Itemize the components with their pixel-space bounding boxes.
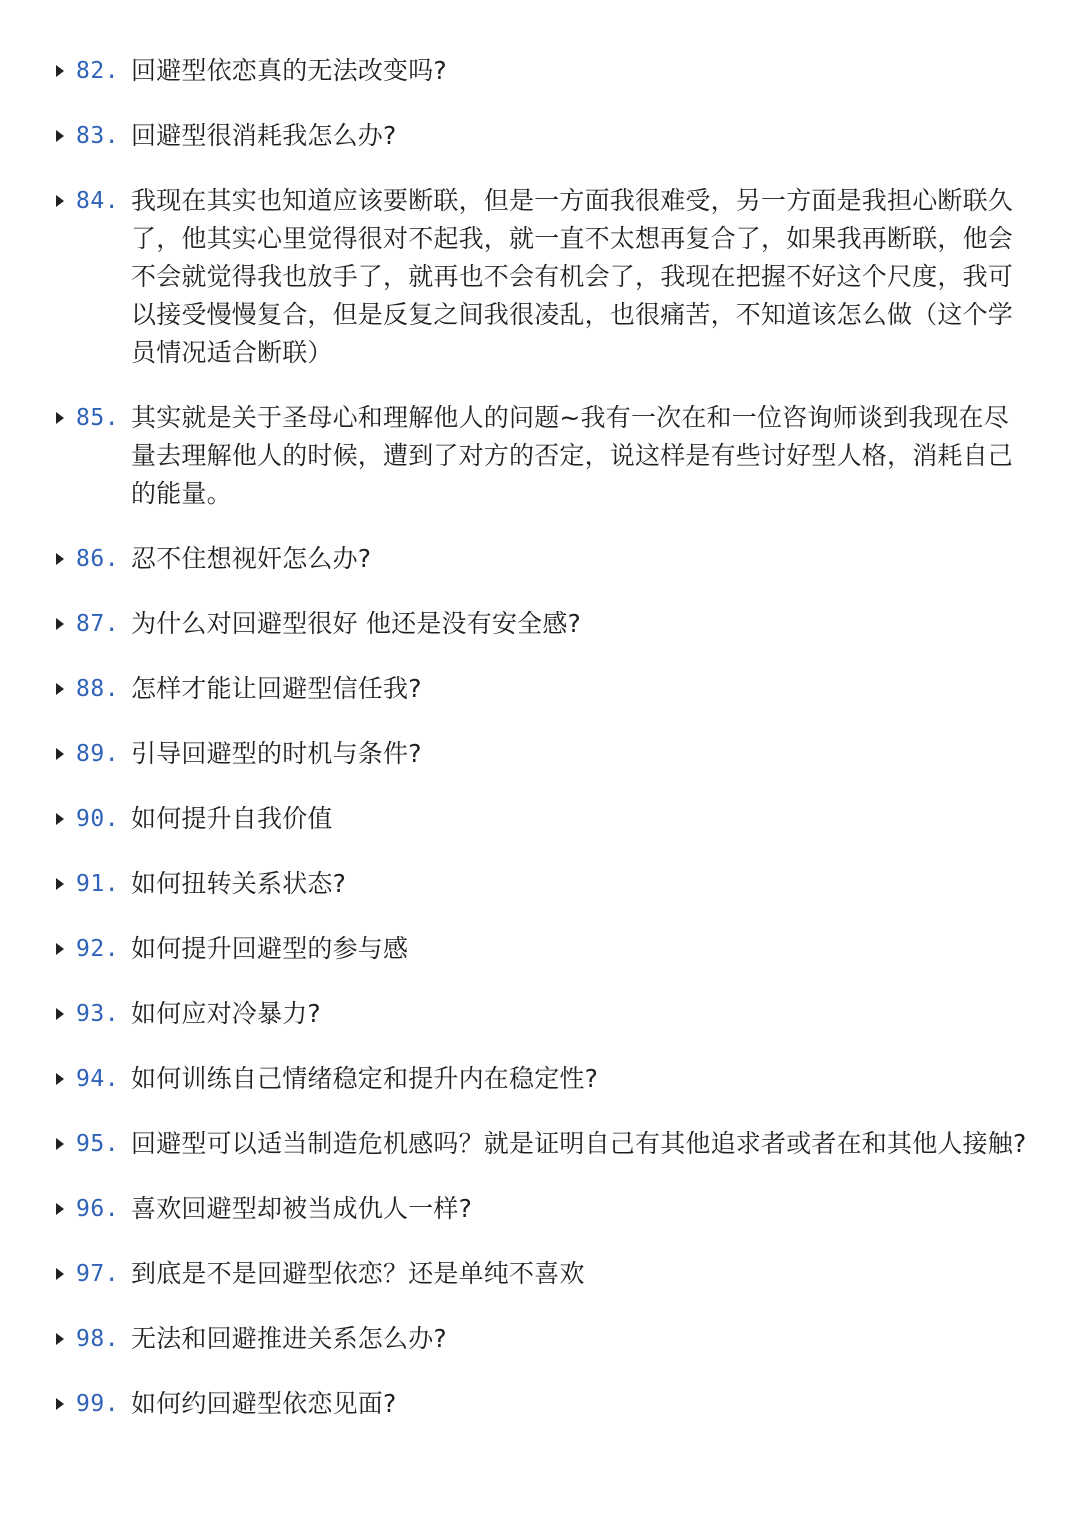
question-item-85[interactable]: [0, 399, 1080, 513]
question-text: 如何提升自我价值: [131, 804, 333, 833]
question-number: 89.: [76, 741, 120, 767]
caret-right-icon[interactable]: [56, 1073, 64, 1085]
question-text: 回避型可以适当制造危机感吗？就是证明自己有其他追求者或者在和其他人接触?: [131, 1129, 1027, 1158]
caret-right-icon[interactable]: [56, 1203, 64, 1215]
question-item-92[interactable]: [0, 930, 1080, 968]
question-item-88[interactable]: [0, 670, 1080, 708]
question-text: 如何应对冷暴力?: [131, 999, 321, 1028]
question-number: 84.: [76, 188, 120, 214]
question-number: 88.: [76, 676, 120, 702]
question-text: 如何提升回避型的参与感: [131, 934, 409, 963]
caret-right-icon[interactable]: [56, 748, 64, 760]
question-text: 如何扭转关系状态?: [131, 869, 347, 898]
caret-right-icon[interactable]: [56, 412, 64, 424]
question-item-83[interactable]: [0, 117, 1080, 155]
question-text: 无法和回避推进关系怎么办?: [131, 1324, 447, 1353]
question-item-98[interactable]: [0, 1320, 1080, 1358]
question-text: 忍不住想视奸怎么办?: [131, 544, 372, 573]
question-number: 96.: [76, 1196, 120, 1222]
question-number: 97.: [76, 1261, 120, 1287]
question-item-97[interactable]: [0, 1255, 1080, 1293]
caret-right-icon[interactable]: [56, 1333, 64, 1345]
caret-right-icon[interactable]: [56, 878, 64, 890]
question-item-91[interactable]: [0, 865, 1080, 903]
question-text: 喜欢回避型却被当成仇人一样?: [131, 1194, 473, 1223]
caret-right-icon[interactable]: [56, 813, 64, 825]
caret-right-icon[interactable]: [56, 65, 64, 77]
question-number: 85.: [76, 405, 120, 431]
caret-right-icon[interactable]: [56, 618, 64, 630]
question-text: 其实就是关于圣母心和理解他人的问题~我有一次在和一位咨询师谈到我现在尽量去理解他人的时候，遭到了对方的否定，说这样是有些讨好型人格，消耗自己的能量。: [131, 403, 1014, 508]
question-list: [0, 52, 1080, 1423]
question-number: 99.: [76, 1391, 120, 1417]
question-number: 98.: [76, 1326, 120, 1352]
caret-right-icon[interactable]: [56, 553, 64, 565]
question-number: 92.: [76, 936, 120, 962]
question-item-84[interactable]: [0, 182, 1080, 372]
question-number: 83.: [76, 123, 120, 149]
caret-right-icon[interactable]: [56, 1398, 64, 1410]
question-item-82[interactable]: [0, 52, 1080, 90]
caret-right-icon[interactable]: [56, 195, 64, 207]
question-item-89[interactable]: [0, 735, 1080, 773]
question-number: 91.: [76, 871, 120, 897]
question-text: 到底是不是回避型依恋？还是单纯不喜欢: [131, 1259, 585, 1288]
question-number: 87.: [76, 611, 120, 637]
question-item-95[interactable]: [0, 1125, 1080, 1163]
caret-right-icon[interactable]: [56, 130, 64, 142]
caret-right-icon[interactable]: [56, 943, 64, 955]
question-text: 回避型很消耗我怎么办?: [131, 121, 397, 150]
question-number: 93.: [76, 1001, 120, 1027]
question-item-93[interactable]: [0, 995, 1080, 1033]
caret-right-icon[interactable]: [56, 683, 64, 695]
question-item-90[interactable]: [0, 800, 1080, 838]
question-number: 94.: [76, 1066, 120, 1092]
caret-right-icon[interactable]: [56, 1268, 64, 1280]
question-text: 如何约回避型依恋见面?: [131, 1389, 397, 1418]
question-text: 怎样才能让回避型信任我?: [131, 674, 422, 703]
question-item-99[interactable]: [0, 1385, 1080, 1423]
caret-right-icon[interactable]: [56, 1008, 64, 1020]
caret-right-icon[interactable]: [56, 1138, 64, 1150]
question-item-94[interactable]: [0, 1060, 1080, 1098]
question-number: 95.: [76, 1131, 120, 1157]
question-number: 90.: [76, 806, 120, 832]
question-number: 86.: [76, 546, 120, 572]
question-text: 引导回避型的时机与条件?: [131, 739, 422, 768]
question-text: 如何训练自己情绪稳定和提升内在稳定性?: [131, 1064, 599, 1093]
question-text: 回避型依恋真的无法改变吗?: [131, 56, 447, 85]
question-text: 我现在其实也知道应该要断联，但是一方面我很难受，另一方面是我担心断联久了，他其实心里觉得很对不起我，就一直不太想再复合了，如果我再断联，他会不会就觉得我也放手了，就再也不会有机会了，我现在把握不好这个尺度，我可以接受慢慢复合，但是反复之间我很凌乱，也很痛苦，不知道该怎么做（这个学员情况适合断联）: [131, 186, 1014, 367]
question-text: 为什么对回避型很好 他还是没有安全感?: [131, 609, 582, 638]
question-item-87[interactable]: [0, 605, 1080, 643]
question-number: 82.: [76, 58, 120, 84]
question-item-86[interactable]: [0, 540, 1080, 578]
question-item-96[interactable]: [0, 1190, 1080, 1228]
